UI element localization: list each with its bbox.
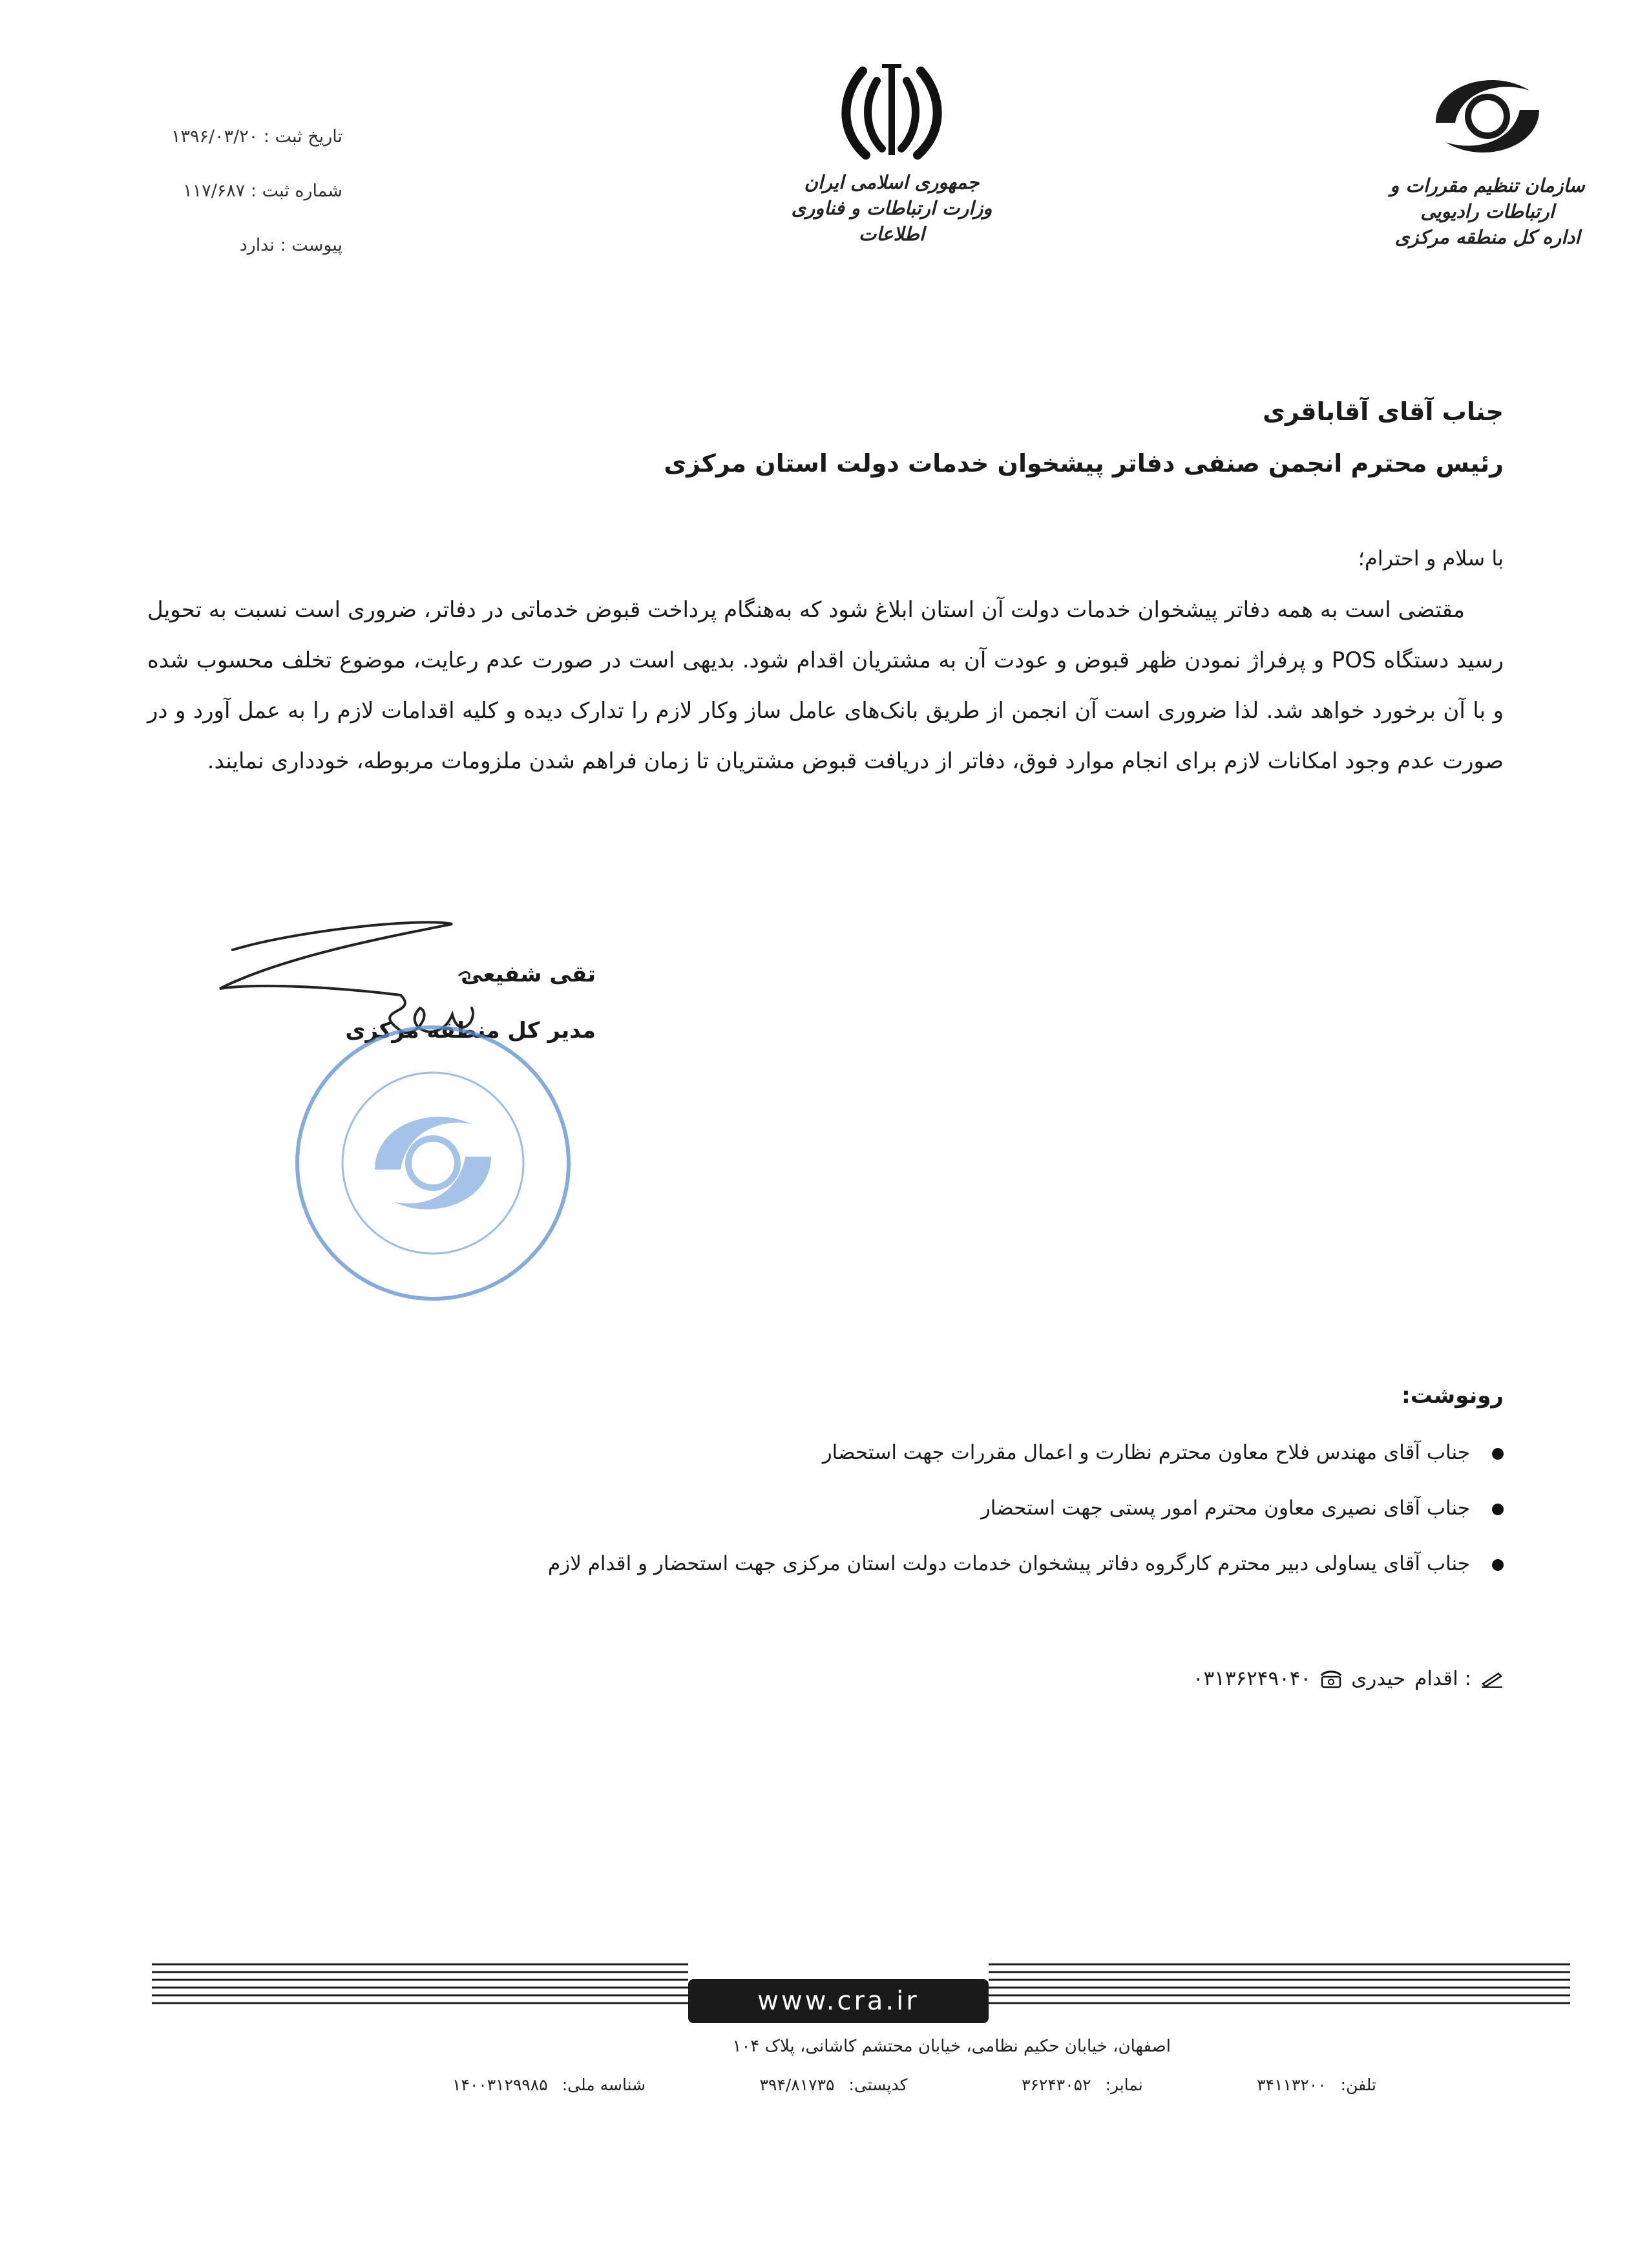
pen-icon <box>1480 1670 1504 1688</box>
registration-date <box>97 110 342 164</box>
footer-contact-row <box>452 2075 1376 2094</box>
organization-logo <box>1371 61 1604 275</box>
footer-decorative-lines <box>989 1955 1570 2013</box>
registration-number-label: شماره ثبت : <box>250 181 342 201</box>
emblem-line-ministry: وزارت ارتباطات و فناوری اطلاعات <box>791 197 993 245</box>
cc-item-text: جناب آقای نصیری معاون محترم امور پستی جهت استحضار <box>980 1496 1470 1520</box>
cc-list <box>211 1425 1504 1591</box>
footer-fax-label: نمابر: <box>1105 2075 1143 2094</box>
action-label: اقدام : <box>1414 1667 1471 1690</box>
telephone-icon <box>1320 1669 1342 1688</box>
footer-postal <box>760 2075 908 2094</box>
cc-item-text: جناب آقای یساولی دبیر محترم کارگروه دفاتر پیشخوان خدمات دولت استان مرکزی جهت استحضار و اقدام لازم <box>548 1552 1470 1575</box>
signatory-title: مدیر کل منطقه مرکزی <box>345 1018 596 1044</box>
cc-item <box>211 1425 1504 1480</box>
action-phone: ۰۳۱۳۶۲۴۹۰۴۰ <box>1192 1667 1312 1690</box>
recipient-title: رئیس محترم انجمن صنفی دفاتر پیشخوان خدمات دولت استان مرکزی <box>664 449 1504 478</box>
footer-decorative-lines <box>152 1955 688 2013</box>
action-line <box>1193 1667 1504 1690</box>
footer-phone-value: ۳۴۱۱۳۲۰۰ <box>1257 2075 1327 2094</box>
registration-number <box>97 164 342 218</box>
official-seal-stamp <box>284 1014 582 1312</box>
organization-subtitle: اداره کل منطقه مرکزی <box>1394 226 1581 248</box>
letter-body <box>147 585 1504 786</box>
registration-attachment <box>97 218 342 273</box>
greeting: با سلام و احترام؛ <box>1358 546 1504 571</box>
bullet-icon <box>1492 1559 1504 1571</box>
website-link[interactable]: www.cra.ir <box>688 1979 989 2023</box>
registration-block <box>97 110 342 273</box>
registration-attachment-value: ندارد <box>239 235 275 255</box>
footer-postal-label: کدپستی: <box>848 2075 908 2094</box>
registration-attachment-label: پیوست : <box>280 235 342 255</box>
organization-name: سازمان تنظیم مقررات و ارتباطات رادیویی <box>1390 174 1585 222</box>
footer-address: اصفهان، خیابان حکیم نظامی، خیابان محتشم کاشانی، پلاک ۱۰۴ <box>732 2037 1171 2056</box>
footer-fax-value: ۳۶۲۴۳۰۵۲ <box>1022 2075 1091 2094</box>
footer-phone-label: تلفن: <box>1340 2075 1376 2094</box>
footer-fax <box>1022 2075 1143 2094</box>
action-person: حیدری <box>1351 1667 1406 1690</box>
footer-phone <box>1257 2075 1376 2094</box>
registration-date-label: تاریخ ثبت : <box>263 127 342 147</box>
bullet-icon <box>1492 1448 1504 1460</box>
body-paragraph: مقتضی است به همه دفاتر پیشخوان خدمات دولت آن استان ابلاغ شود که به‌هنگام پرداخت قبوض خدماتی در دفاتر، ضروری است نسبت به تحویل رسید دستگاه POS و پرفراژ نمودن ظهر قبوض و عودت آن به مشتریان اقدام شود. بدیهی است در صورت عدم رعایت، موضوع تخلف محسوب شده و با آن برخورد خواهد شد. لذا ضروری است آن انجمن از طریق بانک‌های عامل ساز وکار لازم را تدارک دیده و کلیه اقدامات لازم را به عمل آورد و در صورت عدم وجود امکانات لازم برای انجام موارد فوق، دفاتر از دریافت قبوض مشتریان تا زمان فراهم شدن ملزومات مربوطه، خودداری نمایند. <box>147 597 1504 774</box>
cc-item <box>211 1480 1504 1536</box>
recipient-name: جناب آقای آقاباقری <box>1263 397 1504 426</box>
footer-postal-value: ۳۹۴/۸۱۷۳۵ <box>759 2075 835 2094</box>
footer-national-id <box>452 2075 646 2094</box>
footer-national-id-value: ۱۴۰۰۳۱۲۹۹۸۵ <box>452 2075 548 2094</box>
signatory-name: تقی شفیعی <box>461 961 596 987</box>
footer-national-id-label: شناسه ملی: <box>562 2075 646 2094</box>
cc-item-text: جناب آقای مهندس فلاح معاون محترم نظارت و اعمال مقررات جهت استحضار <box>822 1441 1470 1464</box>
national-emblem <box>756 58 1027 271</box>
emblem-line-republic: جمهوری اسلامی ایران <box>804 171 980 193</box>
registration-date-value: ۱۳۹۶/۰۳/۲۰ <box>171 127 258 147</box>
bullet-icon <box>1492 1504 1504 1515</box>
iran-emblem-icon <box>837 58 947 168</box>
cc-heading: رونوشت: <box>1402 1383 1504 1409</box>
registration-number-value: ۱۱۷/۶۸۷ <box>183 181 246 201</box>
cc-item <box>211 1536 1504 1591</box>
cra-logo-icon <box>1423 61 1552 171</box>
